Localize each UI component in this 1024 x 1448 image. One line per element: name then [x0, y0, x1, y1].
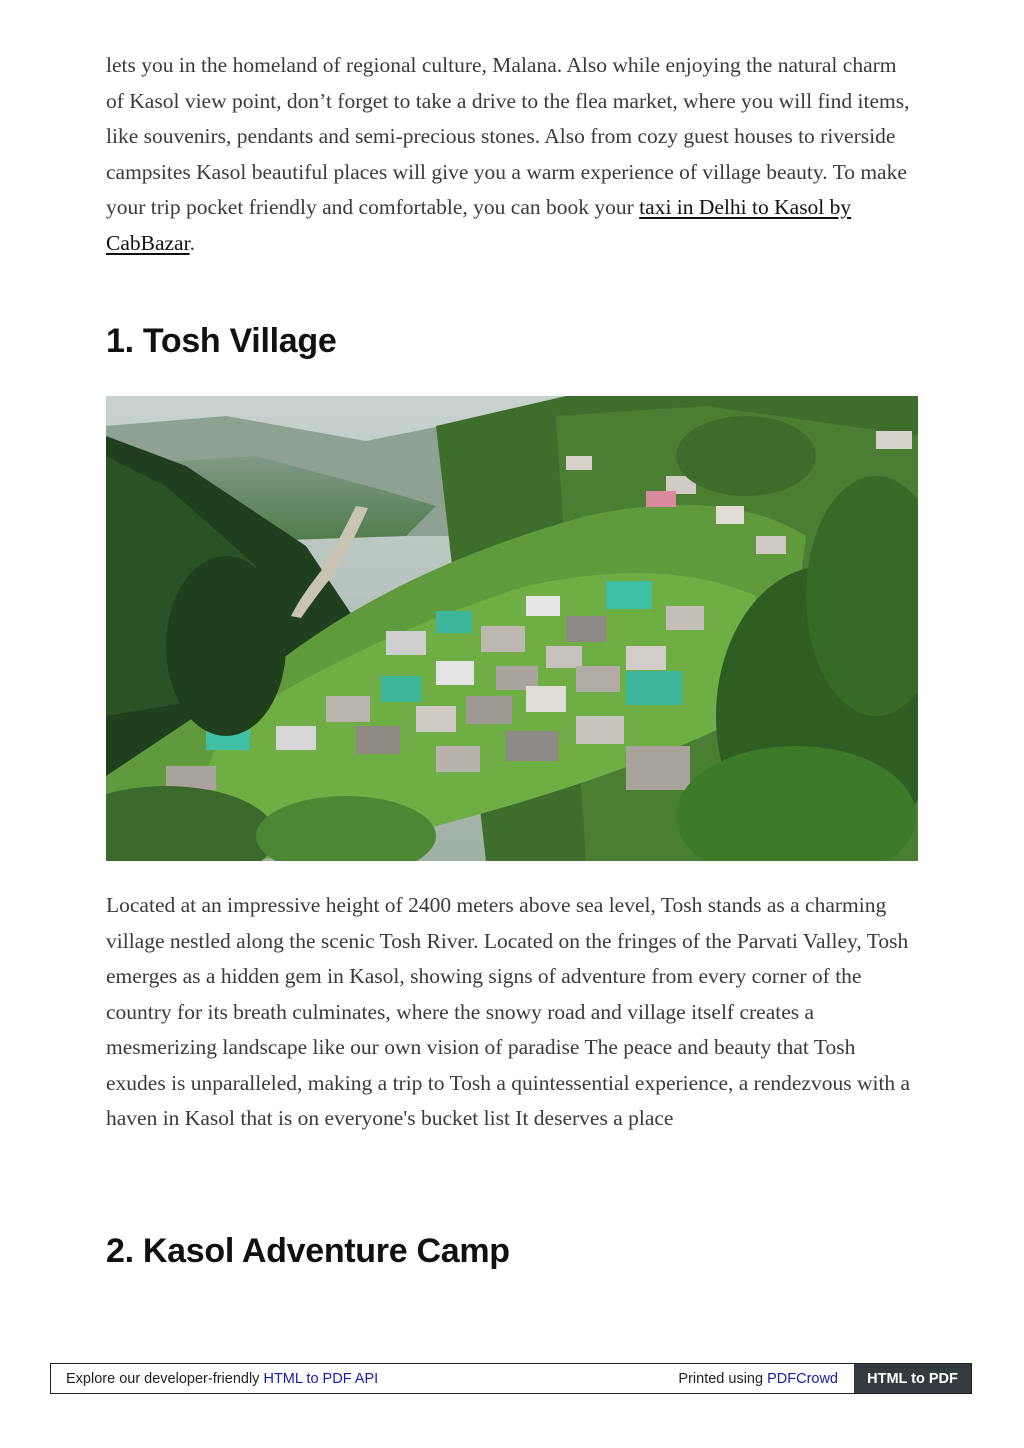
- html-to-pdf-api-link[interactable]: HTML to PDF API: [263, 1370, 379, 1387]
- tosh-village-description: Located at an impressive height of 2400 meters above sea level, Tosh stands as a charming village nestled along the scenic Tosh River. Located on the fringes of the Parvati Valley, Tosh emerges as a hidden gem in Kasol, showing signs of adventure from every corner of the country for its breath culminates, where the snowy road and village itself creates a mesmerizing landscape like our own vision of paradise The peace and beauty that Tosh exudes is unparalleled, making a trip to Tosh a quintessential experience, a rendezvous with a haven in Kasol that is on everyone's bucket list It deserves a place: [106, 893, 911, 1130]
- intro-text: lets you in the homeland of regional culture, Malana. Also while enjoying the natural charm of Kasol view point, don’t forget to take a drive to the flea market, where you will find items, like souvenirs, pendants and semi-precious stones. Also from cozy guest houses to riverside campsites Kasol beautiful places will give you a warm experience of village beauty. To make your trip pocket friendly and comfortable, you can book your: [106, 53, 910, 219]
- section-2-heading-wrap: [106, 1232, 510, 1271]
- cabbazar-taxi-link[interactable]: taxi in Delhi to Kasol by CabBazar: [106, 195, 852, 255]
- tosh-village-description-block: [106, 888, 918, 1137]
- tosh-village-photo: [106, 396, 918, 861]
- footer-explore-text: Explore our developer-friendly: [66, 1370, 264, 1387]
- section-2-heading: 2. Kasol Adventure Camp: [106, 1232, 510, 1270]
- section-1-heading-wrap: [106, 322, 336, 361]
- intro-text-end: .: [189, 230, 195, 255]
- intro-paragraph-block: [106, 48, 918, 261]
- footer-printed-text: Printed using: [678, 1370, 768, 1387]
- footer-printed: [678, 1371, 854, 1387]
- footer-explore: [51, 1371, 678, 1387]
- html-to-pdf-button[interactable]: HTML to PDF: [854, 1364, 971, 1393]
- intro-paragraph: [106, 48, 918, 261]
- pdfcrowd-link[interactable]: PDFCrowd: [767, 1370, 838, 1387]
- section-1-heading: 1. Tosh Village: [106, 322, 337, 360]
- pdfcrowd-footer: [50, 1363, 972, 1394]
